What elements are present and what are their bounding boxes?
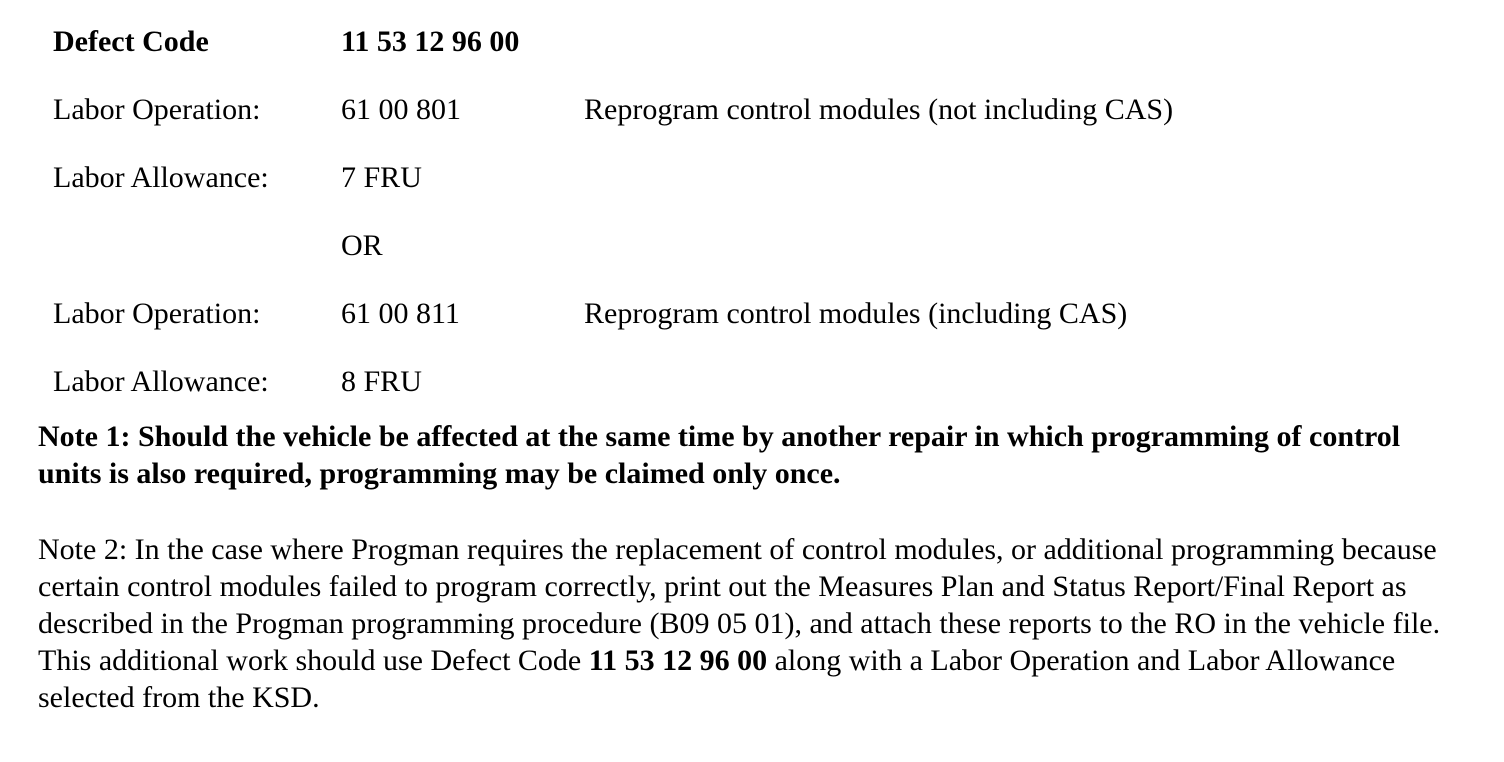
- defect-code-label: Defect Code: [53, 25, 209, 58]
- labor-operation-code: 61 00 811: [341, 297, 460, 330]
- labor-allowance-label: Labor Allowance:: [53, 365, 269, 398]
- or-separator: OR: [341, 229, 383, 262]
- note-2-text: Note 2: In the case where Progman requires the replacement of control modules, or additional programming because certain control modules failed to program correctly, print out the Measures Plan and Status Report/Final Report as described in the Progman programming procedure (B09 05 01), and attach these reports to the RO in the vehicle file. This additional work should use Defect Code: [38, 533, 1441, 677]
- labor-operation-label: Labor Operation:: [53, 297, 261, 330]
- note-2: [38, 531, 1458, 716]
- labor-operation-description: Reprogram control modules (not including CAS): [584, 93, 1174, 126]
- labor-allowance-label: Labor Allowance:: [53, 161, 269, 194]
- note-2-defect-code: 11 53 12 96 00: [588, 644, 768, 677]
- labor-allowance-value: 8 FRU: [341, 365, 422, 398]
- labor-allowance-value: 7 FRU: [341, 161, 422, 194]
- labor-operation-code: 61 00 801: [341, 93, 461, 126]
- labor-operation-description: Reprogram control modules (including CAS): [584, 297, 1128, 330]
- labor-operation-label: Labor Operation:: [53, 93, 261, 126]
- defect-code-value: 11 53 12 96 00: [341, 25, 520, 58]
- note-2-text-end: along with a Labor Operation and Labor Allowance selected from the KSD.: [38, 644, 1396, 714]
- note-1: Note 1: Should the vehicle be affected at the same time by another repair in which programming of control units is also required, programming may be claimed only once.: [38, 420, 1401, 490]
